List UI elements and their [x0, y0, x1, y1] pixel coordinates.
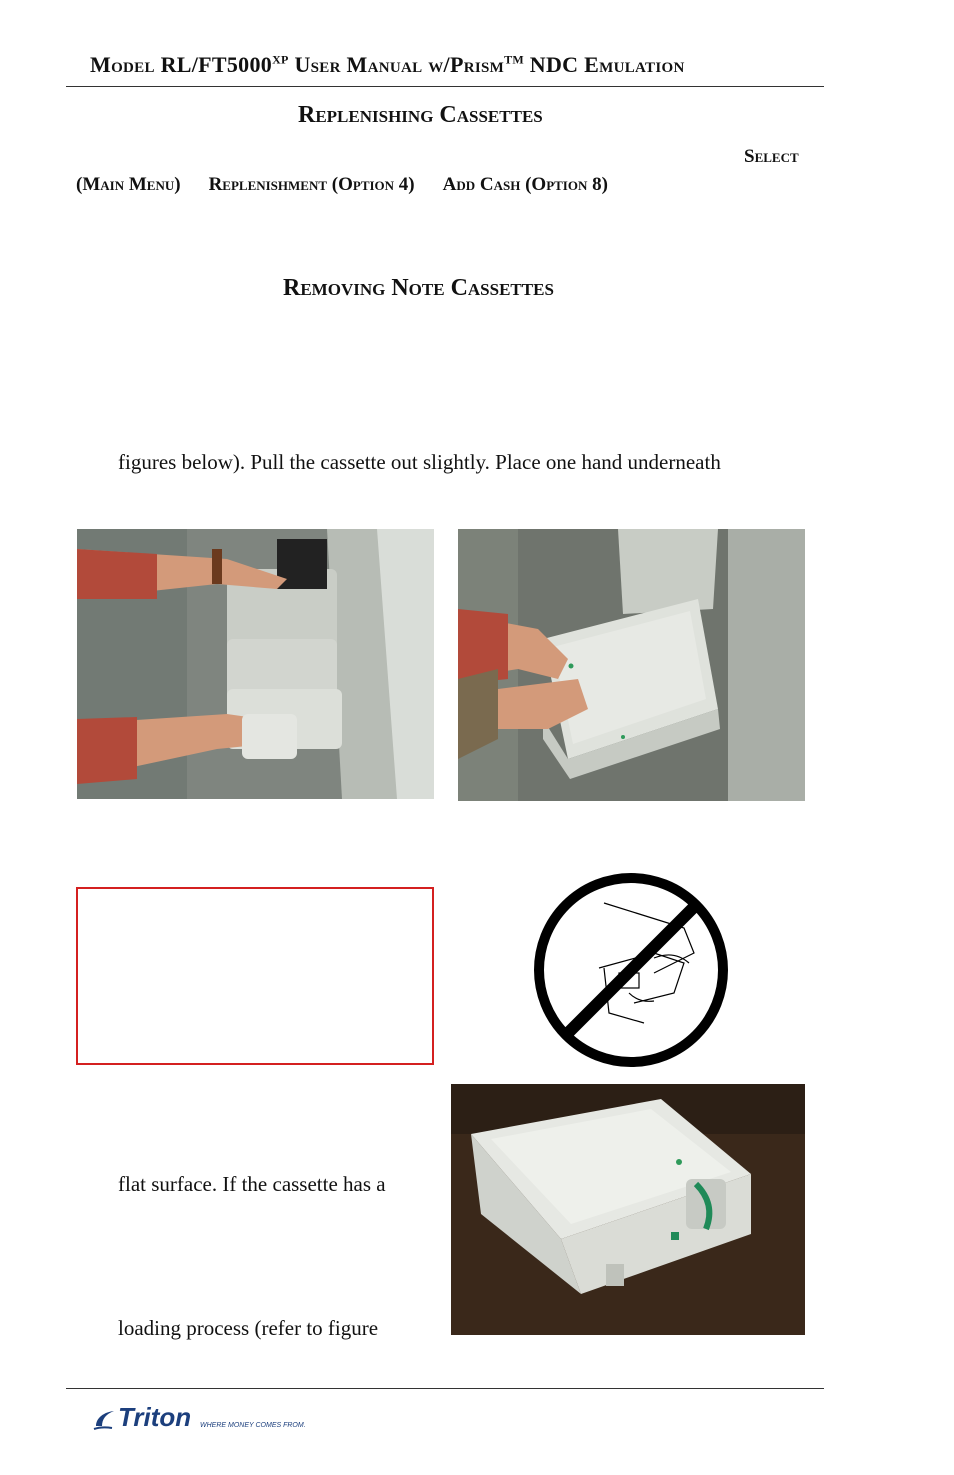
body-paragraph-2: flat surface. If the cassette has a [118, 1172, 386, 1196]
section-heading-replenishing: Replenishing Cassettes [298, 102, 543, 128]
triton-swoosh-icon [92, 1408, 116, 1432]
header-emulation: NDC Emulation [524, 52, 685, 77]
menu-main: (Main Menu) [76, 174, 181, 195]
logo-tagline: WHERE MONEY COMES FROM. [200, 1422, 306, 1429]
photo-holding-cassette [458, 529, 805, 801]
warning-box [76, 887, 434, 1065]
menu-path [76, 174, 636, 196]
header-sup-tm: TM [504, 52, 524, 67]
logo-name: Triton [118, 1402, 192, 1432]
page-header-title [90, 52, 685, 78]
footer-divider [66, 1388, 824, 1389]
header-model: Model RL/FT5000 [90, 52, 273, 77]
menu-add-cash: Add Cash (Option 8) [442, 174, 608, 195]
header-sup-xp: XP [272, 52, 289, 67]
prohibit-icon [534, 873, 728, 1067]
header-manual: User Manual w/Prism [288, 52, 505, 77]
photo-cassette-on-table [451, 1084, 805, 1335]
body-paragraph-1: figures below). Pull the cassette out slightly. Place one hand underneath [118, 450, 721, 474]
photo-removing-cassette [77, 529, 434, 799]
menu-replenishment: Replenishment (Option 4) [208, 174, 415, 195]
section-heading-removing: Removing Note Cassettes [283, 275, 554, 301]
body-paragraph-3: loading process (refer to figure [118, 1316, 379, 1340]
select-label: Select [744, 146, 799, 167]
header-divider [66, 86, 824, 87]
triton-logo [92, 1404, 312, 1440]
